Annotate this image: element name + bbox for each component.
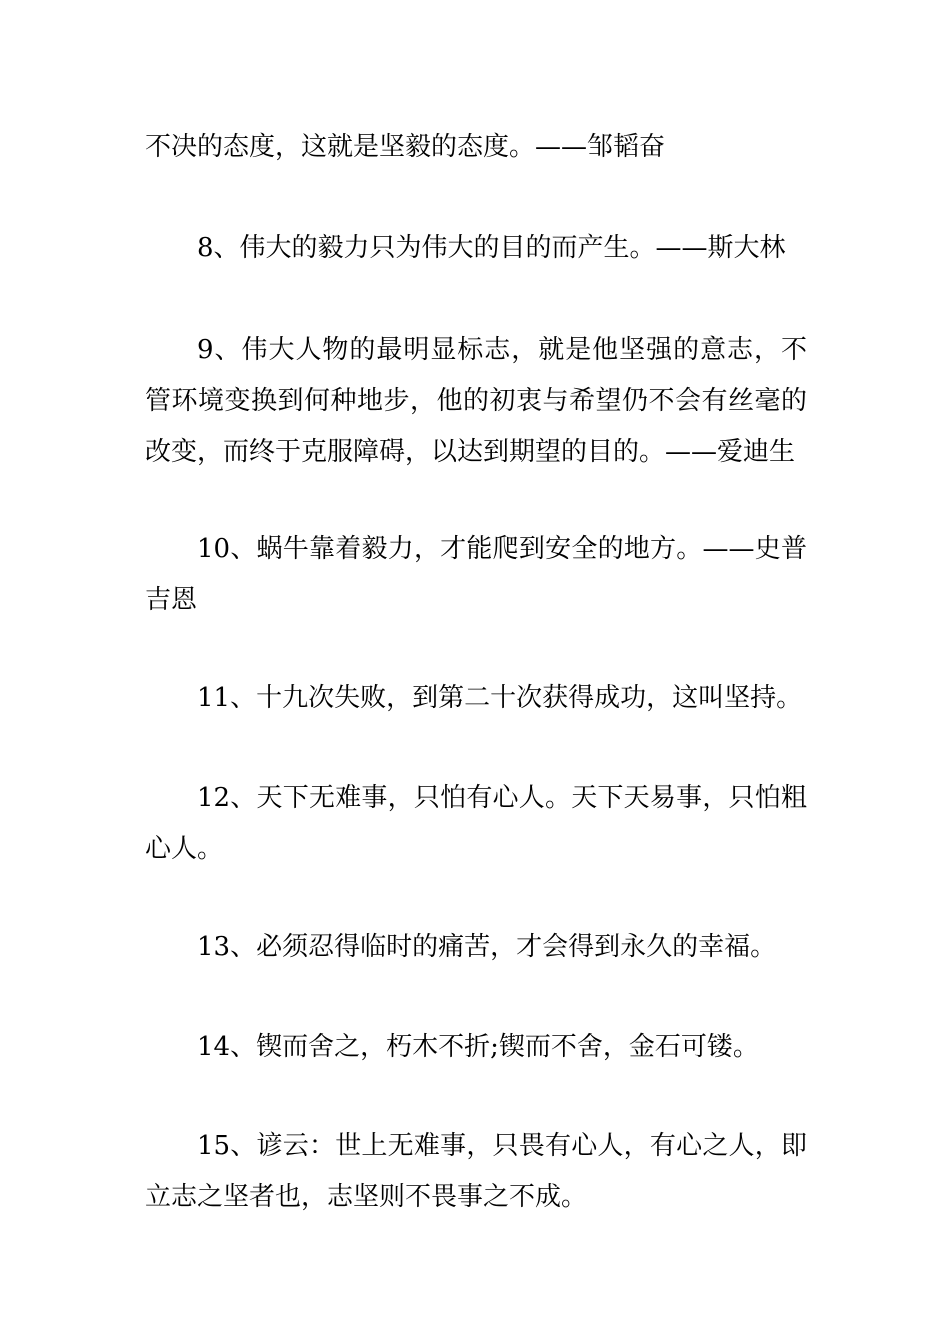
- paragraph-quote-12: 12、天下无难事，只怕有心人。天下天易事，只怕粗心人。: [145, 783, 807, 864]
- paragraph-quote-10: 10、蜗牛靠着毅力，才能爬到安全的地方。——史普吉恩: [145, 534, 807, 615]
- paragraph-quote-11: 11、十九次失败，到第二十次获得成功，这叫坚持。: [197, 683, 803, 713]
- paragraph-quote-14: 14、锲而舍之，朽木不折;锲而不舍，金石可镂。: [197, 1032, 759, 1062]
- paragraph-quote-13: 13、必须忍得临时的痛苦，才会得到永久的幸福。: [197, 932, 777, 962]
- paragraph-continuation: 不决的态度，这就是坚毅的态度。——邹韬奋: [145, 132, 666, 162]
- paragraph-quote-8: 8、伟大的毅力只为伟大的目的而产生。——斯大林: [197, 233, 786, 263]
- paragraph-quote-15: 15、谚云：世上无难事，只畏有心人，有心之人，即立志之坚者也，志坚则不畏事之不成。: [145, 1131, 807, 1212]
- paragraph-quote-9: 9、伟大人物的最明显标志，就是他坚强的意志，不管环境变换到何种地步，他的初衷与希望仍不会有丝毫的改变，而终于克服障碍，以达到期望的目的。——爱迪生: [145, 335, 807, 467]
